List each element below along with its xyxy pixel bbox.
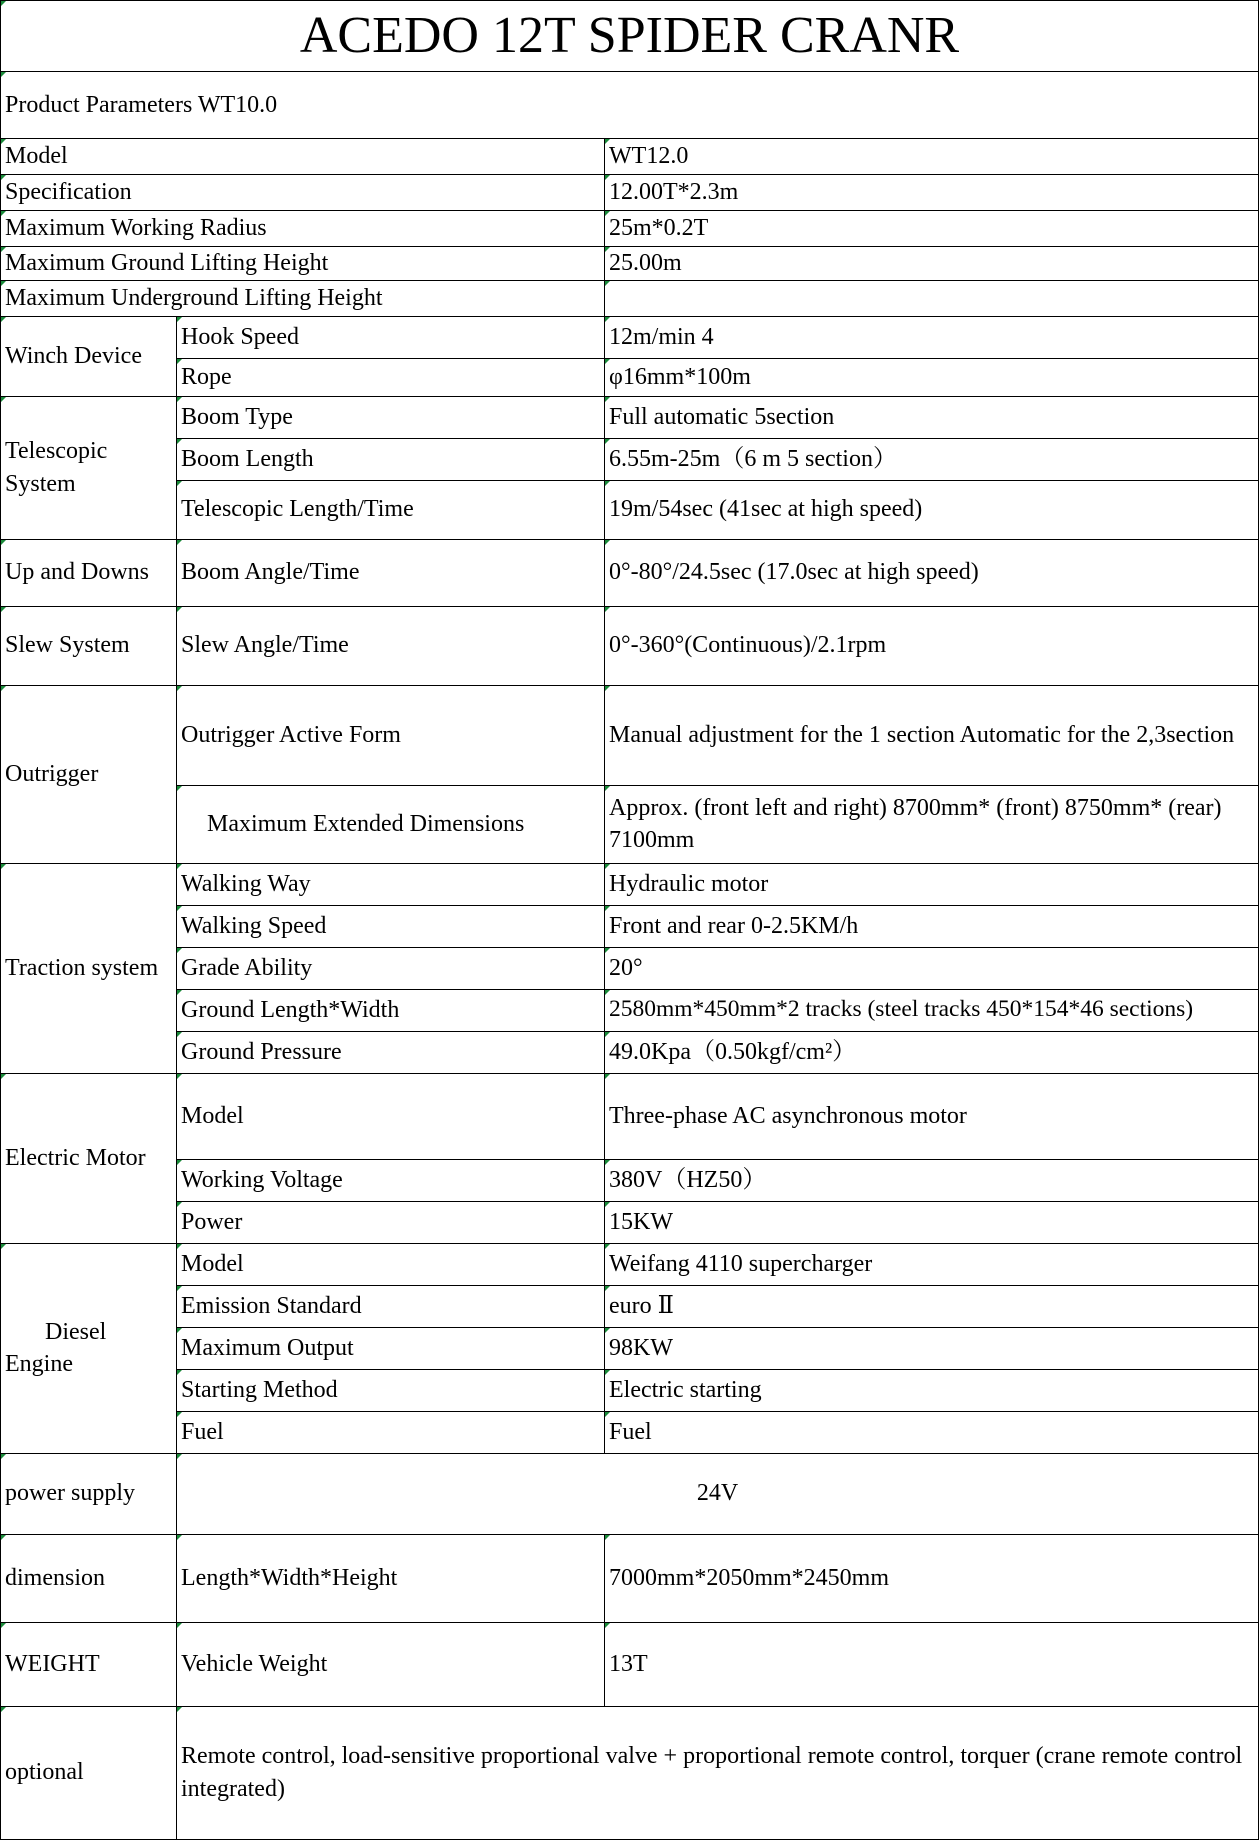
traction-system-group: Traction system xyxy=(1,863,177,1073)
slew-system-group: Slew System xyxy=(1,606,177,685)
table-row xyxy=(1,606,1259,685)
diesel-engine-group-label: Diesel Engine xyxy=(5,1318,107,1378)
ground-length-width-value: 2580mm*450mm*2 tracks (steel tracks 450*154*46 sections) xyxy=(605,989,1259,1031)
table-row xyxy=(1,989,1259,1031)
table-row xyxy=(1,316,1259,358)
emission-standard-value: euro Ⅱ xyxy=(605,1285,1259,1327)
length-width-height-value: 7000mm*2050mm*2450mm xyxy=(605,1534,1259,1622)
optional-group: optional xyxy=(1,1706,177,1839)
rope-label: Rope xyxy=(177,358,605,396)
table-row xyxy=(1,947,1259,989)
emission-standard-label: Emission Standard xyxy=(177,1285,605,1327)
walking-way-label: Walking Way xyxy=(177,863,605,905)
length-width-height-label: Length*Width*Height xyxy=(177,1534,605,1622)
ground-pressure-value: 49.0Kpa（0.50kgf/cm²） xyxy=(605,1031,1259,1073)
table-row xyxy=(1,438,1259,480)
specification-label: Specification xyxy=(1,175,605,211)
table-row xyxy=(1,1411,1259,1453)
page-title: ACEDO 12T SPIDER CRANR xyxy=(1,1,1259,72)
boom-length-label: Boom Length xyxy=(177,438,605,480)
table-row xyxy=(1,1622,1259,1706)
motor-model-label: Model xyxy=(177,1073,605,1159)
diesel-engine-group xyxy=(1,1243,177,1453)
table-row xyxy=(1,480,1259,539)
winch-device-group: Winch Device xyxy=(1,316,177,396)
subtitle-row xyxy=(1,72,1259,139)
max-underground-lift-label: Maximum Underground Lifting Height xyxy=(1,280,605,316)
table-row xyxy=(1,1031,1259,1073)
outrigger-active-form-label: Outrigger Active Form xyxy=(177,685,605,785)
table-row xyxy=(1,863,1259,905)
max-underground-lift-value xyxy=(605,280,1259,316)
model-label: Model xyxy=(1,139,605,175)
motor-model-value: Three-phase AC asynchronous motor xyxy=(605,1073,1259,1159)
grade-ability-value: 20° xyxy=(605,947,1259,989)
boom-type-label: Boom Type xyxy=(177,396,605,438)
power-supply-value: 24V xyxy=(177,1453,1259,1534)
dimension-group: dimension xyxy=(1,1534,177,1622)
up-and-downs-group: Up and Downs xyxy=(1,539,177,606)
diesel-model-label: Model xyxy=(177,1243,605,1285)
telescopic-length-time-label: Telescopic Length/Time xyxy=(177,480,605,539)
walking-speed-value: Front and rear 0-2.5KM/h xyxy=(605,905,1259,947)
max-extended-dimensions-label: Maximum Extended Dimensions xyxy=(177,785,605,863)
table-row xyxy=(1,1453,1259,1534)
working-voltage-label: Working Voltage xyxy=(177,1159,605,1201)
motor-power-value: 15KW xyxy=(605,1201,1259,1243)
boom-length-value: 6.55m-25m（6 m 5 section） xyxy=(605,438,1259,480)
vehicle-weight-label: Vehicle Weight xyxy=(177,1622,605,1706)
table-row xyxy=(1,280,1259,316)
table-row xyxy=(1,175,1259,211)
slew-angle-time-value: 0°-360°(Continuous)/2.1rpm xyxy=(605,606,1259,685)
table-row xyxy=(1,247,1259,280)
outrigger-group: Outrigger xyxy=(1,685,177,863)
weight-group: WEIGHT xyxy=(1,1622,177,1706)
slew-angle-time-label: Slew Angle/Time xyxy=(177,606,605,685)
outrigger-active-form-value: Manual adjustment for the 1 section Automatic for the 2,3section xyxy=(605,685,1259,785)
telescopic-length-time-value: 19m/54sec (41sec at high speed) xyxy=(605,480,1259,539)
rope-value: φ16mm*100m xyxy=(605,358,1259,396)
product-parameters-label: Product Parameters WT10.0 xyxy=(1,72,1259,139)
hook-speed-value: 12m/min 4 xyxy=(605,316,1259,358)
model-value: WT12.0 xyxy=(605,139,1259,175)
max-ground-lift-label: Maximum Ground Lifting Height xyxy=(1,247,605,280)
working-voltage-value: 380V（HZ50） xyxy=(605,1159,1259,1201)
ground-pressure-label: Ground Pressure xyxy=(177,1031,605,1073)
electric-motor-group: Electric Motor xyxy=(1,1073,177,1243)
specification-value: 12.00T*2.3m xyxy=(605,175,1259,211)
max-working-radius-label: Maximum Working Radius xyxy=(1,211,605,247)
table-row xyxy=(1,1243,1259,1285)
table-row xyxy=(1,1327,1259,1369)
hook-speed-label: Hook Speed xyxy=(177,316,605,358)
table-row xyxy=(1,1285,1259,1327)
walking-speed-label: Walking Speed xyxy=(177,905,605,947)
diesel-model-value: Weifang 4110 supercharger xyxy=(605,1243,1259,1285)
table-row xyxy=(1,1369,1259,1411)
table-row xyxy=(1,1073,1259,1159)
table-row xyxy=(1,1159,1259,1201)
optional-value: Remote control, load-sensitive proportional valve + proportional remote control, torquer (crane remote control integrated) xyxy=(177,1706,1259,1839)
max-ground-lift-value: 25.00m xyxy=(605,247,1259,280)
table-row xyxy=(1,211,1259,247)
vehicle-weight-value: 13T xyxy=(605,1622,1259,1706)
maximum-output-value: 98KW xyxy=(605,1327,1259,1369)
walking-way-value: Hydraulic motor xyxy=(605,863,1259,905)
title-row xyxy=(1,1,1259,72)
table-row xyxy=(1,905,1259,947)
table-row xyxy=(1,539,1259,606)
table-row xyxy=(1,1201,1259,1243)
fuel-value: Fuel xyxy=(605,1411,1259,1453)
maximum-output-label: Maximum Output xyxy=(177,1327,605,1369)
table-row xyxy=(1,396,1259,438)
fuel-label: Fuel xyxy=(177,1411,605,1453)
table-row xyxy=(1,358,1259,396)
table-row xyxy=(1,1534,1259,1622)
boom-type-value: Full automatic 5section xyxy=(605,396,1259,438)
grade-ability-label: Grade Ability xyxy=(177,947,605,989)
table-row xyxy=(1,685,1259,785)
max-extended-dimensions-value: Approx. (front left and right) 8700mm* (front) 8750mm* (rear) 7100mm xyxy=(605,785,1259,863)
table-row xyxy=(1,1706,1259,1839)
motor-power-label: Power xyxy=(177,1201,605,1243)
max-working-radius-value: 25m*0.2T xyxy=(605,211,1259,247)
starting-method-value: Electric starting xyxy=(605,1369,1259,1411)
telescopic-system-group: Telescopic System xyxy=(1,396,177,539)
boom-angle-time-label: Boom Angle/Time xyxy=(177,539,605,606)
table-row xyxy=(1,785,1259,863)
ground-length-width-label: Ground Length*Width xyxy=(177,989,605,1031)
boom-angle-time-value: 0°-80°/24.5sec (17.0sec at high speed) xyxy=(605,539,1259,606)
starting-method-label: Starting Method xyxy=(177,1369,605,1411)
power-supply-group: power supply xyxy=(1,1453,177,1534)
table-row xyxy=(1,139,1259,175)
